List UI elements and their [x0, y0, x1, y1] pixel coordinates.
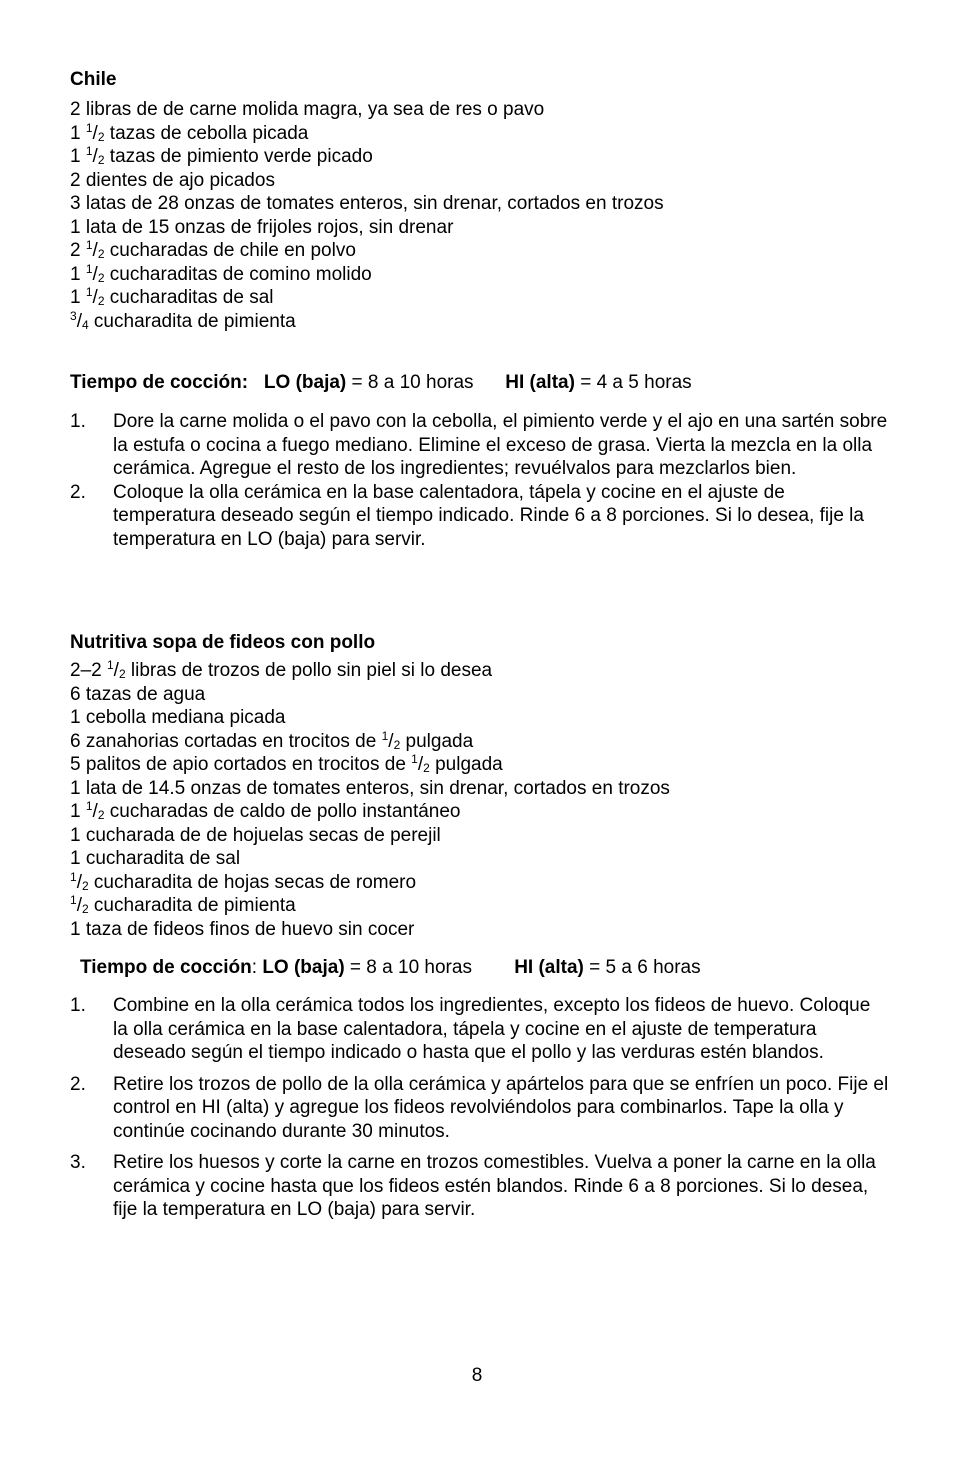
ingredient-text: tazas de pimiento verde picado [104, 146, 373, 167]
fraction: $^1/_2$ [70, 893, 89, 916]
fraction: $^3/_4$ [70, 308, 89, 332]
ingredient-quantity: 1 [70, 287, 86, 308]
fraction-denominator: 2 [97, 153, 105, 167]
ingredient-item [70, 800, 670, 824]
ingredient-text: pulgada [429, 754, 503, 775]
fraction: $^1/_2$ [85, 120, 105, 144]
ingredient-quantity: 2–2 [70, 660, 107, 681]
step-item [70, 1151, 890, 1222]
fraction-numerator: 1 [70, 869, 77, 884]
ingredient-text: cucharadita de pimienta [88, 310, 296, 332]
fraction-denominator: 2 [97, 247, 105, 261]
ingredient-text: cucharadita de sal [80, 848, 241, 869]
fraction-denominator: 2 [423, 761, 430, 775]
step-text: Combine en la olla cerámica todos los ingredientes, excepto los fideos de huevo. Coloque la olla cerámica en la base calentadora, tápela y cocine en el ajuste de temperatura deseado según el tiempo indicado o hasta que el pollo y las verduras estén blandos. [113, 995, 871, 1063]
fraction: $^1/_2$ [85, 144, 105, 167]
ingredient-item [70, 706, 670, 730]
ingredient-quantity: 3 [70, 193, 81, 214]
ingredient-item [70, 847, 670, 871]
ingredient-text: tazas de agua [80, 683, 206, 705]
hi-label: HI (alta) [505, 372, 575, 393]
page-number: 8 [471, 1365, 483, 1386]
fraction: $^1/_2$ [85, 799, 105, 822]
ingredient-text: cucharadas de chile en polvo [104, 240, 356, 261]
ingredient-item [70, 871, 670, 895]
fraction-denominator: 2 [97, 270, 105, 285]
ingredient-quantity: 1 [70, 146, 86, 167]
step-text: Dore la carne molida o el pavo con la cebolla, el pimiento verde y el ajo en una sartén sobre la estufa o cocina a fuego mediano. Elimine el exceso de grasa. Vierta la mezcla en la olla cerámica. Agregue el resto de los ingredientes; revuélvalos para mezclarlos bien. [113, 411, 888, 479]
ingredient-text: cucharada de de hojuelas secas de perejil [80, 824, 441, 846]
ingredient-item [70, 310, 664, 334]
cooking-time-chile [70, 371, 692, 394]
ingredient-item [70, 98, 664, 122]
ingredient-item [70, 145, 664, 169]
ingredient-item [70, 659, 670, 683]
recipe-title-sopa: Nutritiva sopa de fideos con pollo [70, 632, 376, 653]
step-number: 2. [70, 481, 86, 503]
fraction-numerator: 1 [106, 658, 114, 672]
fraction-denominator: 2 [97, 808, 105, 822]
cooking-time-label: Tiempo de cocción [80, 957, 252, 978]
ingredient-item [70, 777, 670, 801]
ingredient-quantity: 1 [70, 918, 81, 940]
ingredient-item [70, 216, 664, 240]
recipe-title-chile: Chile [70, 69, 117, 90]
ingredient-item [70, 239, 664, 263]
fraction: $^1/_2$ [381, 728, 401, 752]
ingredient-quantity: 2 [70, 240, 86, 261]
ingredient-item [70, 169, 664, 193]
ingredient-item [70, 122, 664, 146]
step-text: Retire los huesos y corte la carne en trozos comestibles. Vuelva a poner la carne en la olla cerámica y cocine hasta que los fideos estén blandos. Rinde 6 a 8 porciones. Si lo desea, fije la temperatura en LO (baja) para servir. [113, 1152, 876, 1220]
ingredient-text: lata de 15 onzas de frijoles rojos, sin drenar [80, 216, 454, 238]
step-number: 2. [70, 1073, 86, 1095]
fraction-numerator: 1 [85, 238, 93, 252]
lo-value: = 8 a 10 horas [344, 957, 472, 978]
fraction-denominator: 4 [81, 317, 89, 332]
fraction: $^1/_2$ [70, 869, 89, 893]
ingredient-item [70, 192, 664, 216]
steps-sopa [70, 994, 890, 1222]
ingredient-list-chile [70, 98, 664, 333]
fraction-denominator: 2 [97, 129, 105, 144]
step-item [70, 1073, 890, 1144]
ingredient-text: libras de trozos de pollo sin piel si lo desea [125, 660, 493, 681]
ingredient-quantity: 5 [70, 754, 81, 775]
step-number: 3. [70, 1152, 86, 1173]
ingredient-quantity: 1 [70, 122, 86, 144]
ingredient-text: lata de 14.5 onzas de tomates enteros, sin drenar, cortados en trozos [80, 777, 670, 799]
step-number: 1. [70, 995, 86, 1016]
ingredient-text: palitos de apio cortados en trocitos de [80, 754, 412, 775]
hi-value: = 5 a 6 horas [583, 957, 701, 978]
ingredient-quantity: 1 [70, 216, 81, 238]
step-text: Retire los trozos de pollo de la olla cerámica y apártelos para que se enfríen un poco. Fije el control en HI (alta) y agregue los fideos revolviéndolos para combinarlos. Tape la olla y continúe cocinando durante 30 minutos. [113, 1073, 889, 1142]
ingredient-text: dientes de ajo picados [80, 169, 275, 191]
step-number: 1. [70, 411, 86, 432]
ingredient-text: latas de 28 onzas de tomates enteros, sin drenar, cortados en trozos [80, 193, 664, 214]
ingredient-item [70, 263, 664, 287]
fraction-numerator: 1 [70, 893, 77, 907]
ingredient-item [70, 683, 670, 707]
ingredient-item [70, 753, 670, 777]
lo-value: = 8 a 10 horas [346, 372, 474, 393]
fraction-numerator: 1 [85, 799, 93, 813]
fraction: $^1/_2$ [85, 285, 105, 308]
cooking-time-sopa: Tiempo de cocción: LO (baja) = 8 a 10 horas HI (alta) = 5 a 6 horas [80, 957, 701, 978]
fraction: $^1/_2$ [106, 658, 126, 681]
ingredient-text: tazas de cebolla picada [104, 122, 309, 144]
ingredient-quantity: 2 [70, 99, 81, 120]
ingredient-quantity: 1 [70, 848, 81, 869]
ingredient-text: libras de de carne molida magra, ya sea de res o pavo [80, 99, 545, 120]
step-item [70, 481, 890, 552]
ingredient-item [70, 918, 670, 942]
cooking-time-label: Tiempo de cocción: [70, 372, 249, 393]
ingredient-quantity: 1 [70, 801, 86, 822]
ingredient-item [70, 730, 670, 754]
ingredient-text: taza de fideos finos de huevo sin cocer [80, 918, 415, 940]
ingredient-quantity: 2 [70, 169, 81, 191]
fraction: $^1/_2$ [411, 752, 430, 775]
ingredient-text: cucharaditas de comino molido [104, 263, 372, 285]
step-item [70, 994, 890, 1065]
fraction-denominator: 2 [393, 737, 401, 752]
hi-value: = 4 a 5 horas [574, 372, 692, 393]
ingredient-item [70, 286, 664, 310]
fraction-numerator: 1 [85, 144, 93, 158]
fraction-numerator: 3 [70, 308, 77, 323]
fraction-numerator: 1 [85, 120, 93, 135]
ingredient-text: cucharadas de caldo de pollo instantáneo [104, 801, 461, 822]
ingredient-quantity: 1 [70, 824, 81, 846]
ingredient-text: cucharadita de pimienta [88, 895, 296, 916]
ingredient-text: cebolla mediana picada [80, 707, 286, 728]
ingredient-quantity: 6 [70, 683, 81, 705]
fraction-numerator: 1 [411, 752, 418, 766]
ingredient-item [70, 894, 670, 918]
fraction: $^1/_2$ [85, 261, 105, 285]
fraction-numerator: 1 [85, 285, 93, 299]
hi-label: HI (alta) [514, 957, 584, 978]
fraction-denominator: 2 [97, 294, 105, 308]
ingredient-quantity: 6 [70, 730, 81, 752]
lo-label: LO (baja) [263, 372, 347, 393]
ingredient-text: cucharaditas de sal [104, 287, 274, 308]
ingredient-quantity: 1 [70, 263, 86, 285]
fraction-denominator: 2 [81, 878, 89, 893]
step-item [70, 410, 890, 481]
fraction-denominator: 2 [81, 902, 89, 916]
fraction-numerator: 1 [381, 728, 389, 743]
ingredient-text: pulgada [400, 730, 474, 752]
fraction-numerator: 1 [85, 261, 93, 276]
fraction-denominator: 2 [118, 667, 126, 681]
steps-chile [70, 410, 890, 551]
ingredient-quantity: 1 [70, 777, 81, 799]
ingredient-list-sopa [70, 659, 670, 941]
fraction: $^1/_2$ [85, 238, 105, 261]
ingredient-text: zanahorias cortadas en trocitos de [80, 730, 382, 752]
lo-label: LO (baja) [262, 957, 345, 978]
ingredient-quantity: 1 [70, 707, 81, 728]
ingredient-item [70, 824, 670, 848]
step-text: Coloque la olla cerámica en la base calentadora, tápela y cocine en el ajuste de temperatura deseado según el tiempo indicado. Rinde 6 a 8 porciones. Si lo desea, fije la temperatura en LO (baja) para servir. [113, 481, 864, 550]
ingredient-text: cucharadita de hojas secas de romero [88, 871, 417, 893]
